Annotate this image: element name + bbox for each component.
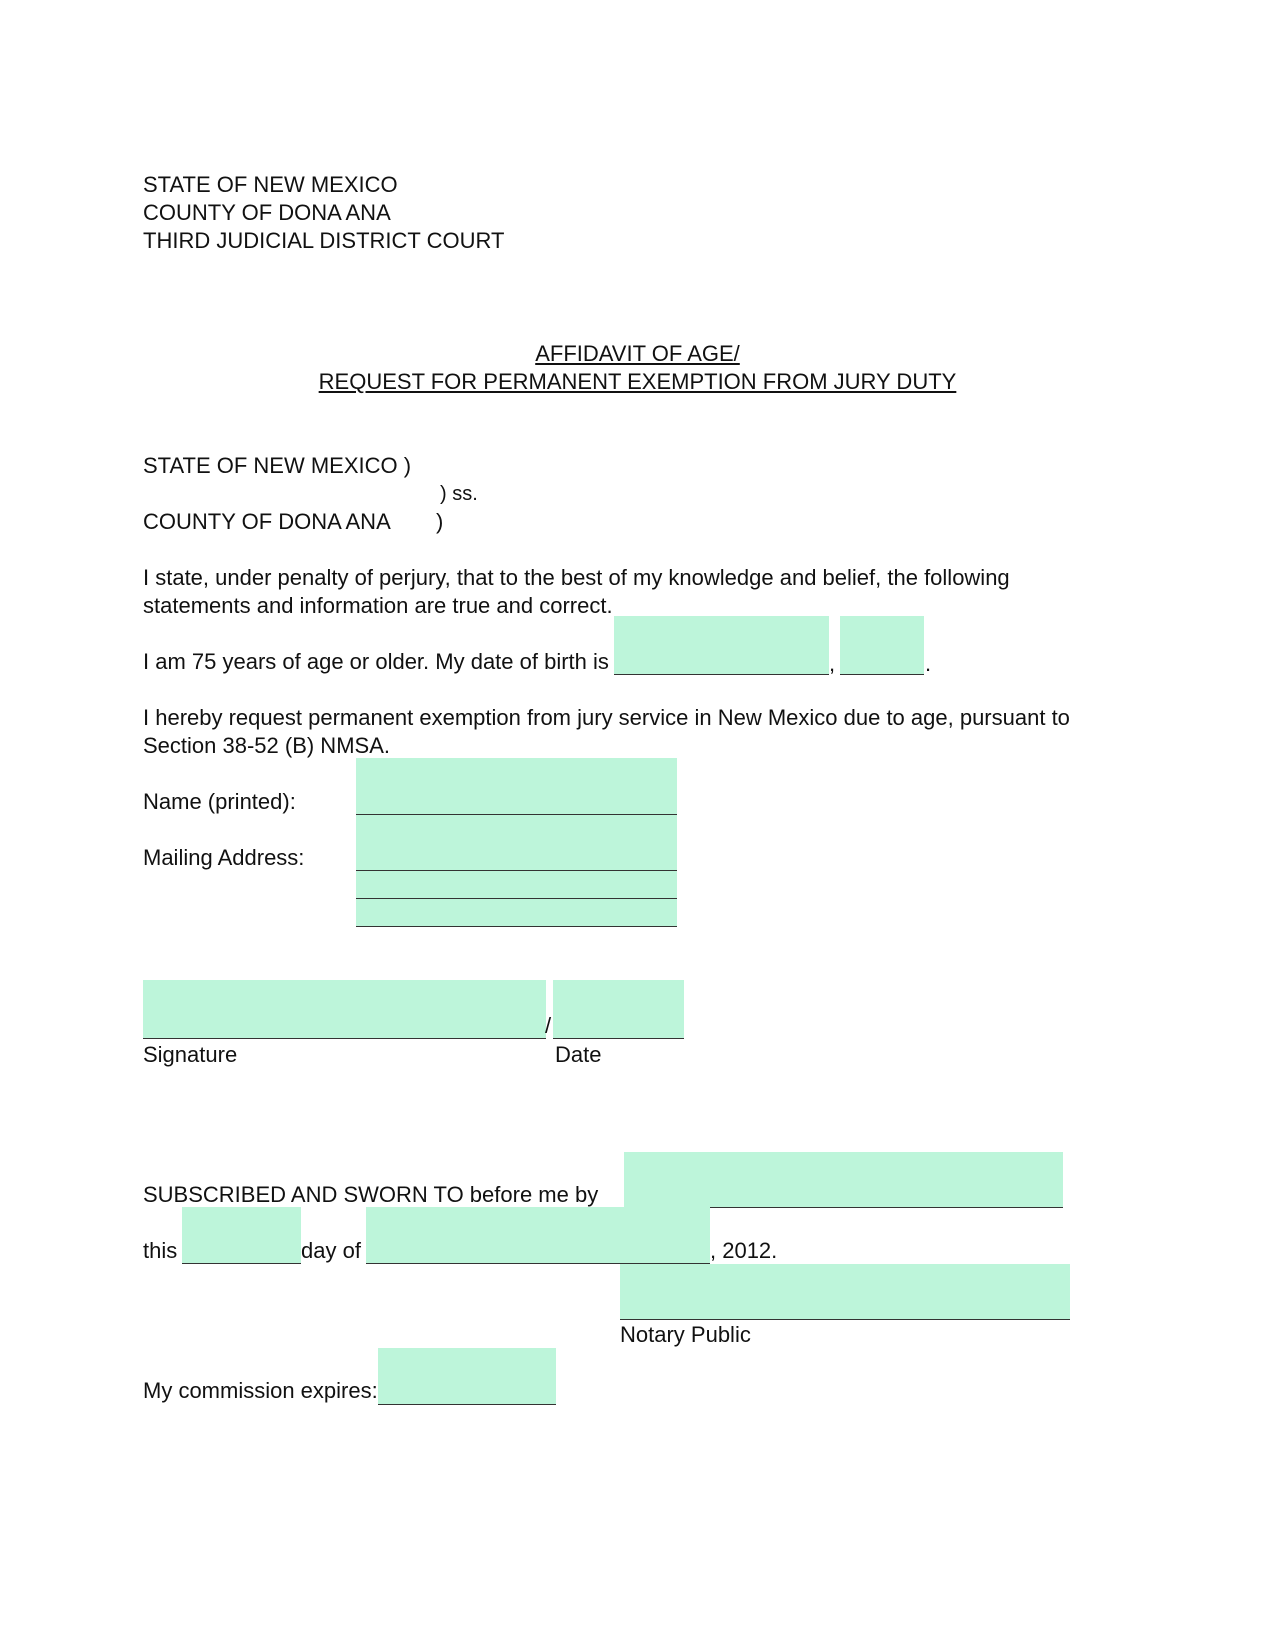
mailing-address-line1-field[interactable]	[356, 815, 677, 871]
document-title-line1: AFFIDAVIT OF AGE/	[535, 341, 740, 366]
commission-expires-field[interactable]	[378, 1348, 556, 1405]
sworn-month-field[interactable]	[366, 1207, 710, 1264]
header-county: COUNTY OF DONA ANA	[143, 200, 391, 225]
venue-county: COUNTY OF DONA ANA	[143, 509, 391, 534]
dob-comma: ,	[829, 651, 836, 676]
request-line2: Section 38-52 (B) NMSA.	[143, 733, 390, 758]
signature-label: Signature	[143, 1042, 238, 1067]
mailing-address-line2-field[interactable]	[356, 871, 677, 899]
sworn-by-name-field[interactable]	[624, 1152, 1063, 1208]
venue-state: STATE OF NEW MEXICO )	[143, 453, 412, 478]
header-state: STATE OF NEW MEXICO	[143, 172, 398, 197]
name-label: Name (printed):	[143, 789, 296, 814]
venue-county-paren: )	[436, 509, 444, 534]
statement-line1: I state, under penalty of perjury, that to the best of my knowledge and belief, the following	[143, 565, 1010, 590]
signature-date-slash: /	[545, 1013, 552, 1038]
signature-field[interactable]	[143, 980, 546, 1039]
name-printed-field[interactable]	[356, 758, 677, 815]
this-text: this	[143, 1238, 178, 1263]
age-statement: I am 75 years of age or older. My date of birth is	[143, 649, 609, 674]
commission-expires-label: My commission expires:	[143, 1378, 378, 1403]
dob-year-field[interactable]	[840, 616, 924, 675]
notary-signature-field[interactable]	[620, 1264, 1070, 1320]
year-text: , 2012.	[710, 1238, 778, 1263]
signature-date-field[interactable]	[553, 980, 684, 1039]
dob-month-day-field[interactable]	[614, 616, 829, 675]
mailing-address-label: Mailing Address:	[143, 845, 305, 870]
dob-period: .	[925, 651, 932, 676]
document-title-line2: REQUEST FOR PERMANENT EXEMPTION FROM JURY DUTY	[318, 369, 957, 394]
day-of-text: day of	[301, 1238, 361, 1263]
mailing-address-line3-field[interactable]	[356, 899, 677, 927]
notary-public-label: Notary Public	[620, 1322, 751, 1347]
sworn-day-field[interactable]	[182, 1207, 301, 1264]
date-label: Date	[555, 1042, 602, 1067]
request-line1: I hereby request permanent exemption from jury service in New Mexico due to age, pursuant to	[143, 705, 1070, 730]
header-court: THIRD JUDICIAL DISTRICT COURT	[143, 228, 505, 253]
statement-line2: statements and information are true and correct.	[143, 593, 613, 618]
venue-ss: ) ss.	[440, 483, 478, 505]
sworn-statement: SUBSCRIBED AND SWORN TO before me by	[143, 1182, 599, 1207]
